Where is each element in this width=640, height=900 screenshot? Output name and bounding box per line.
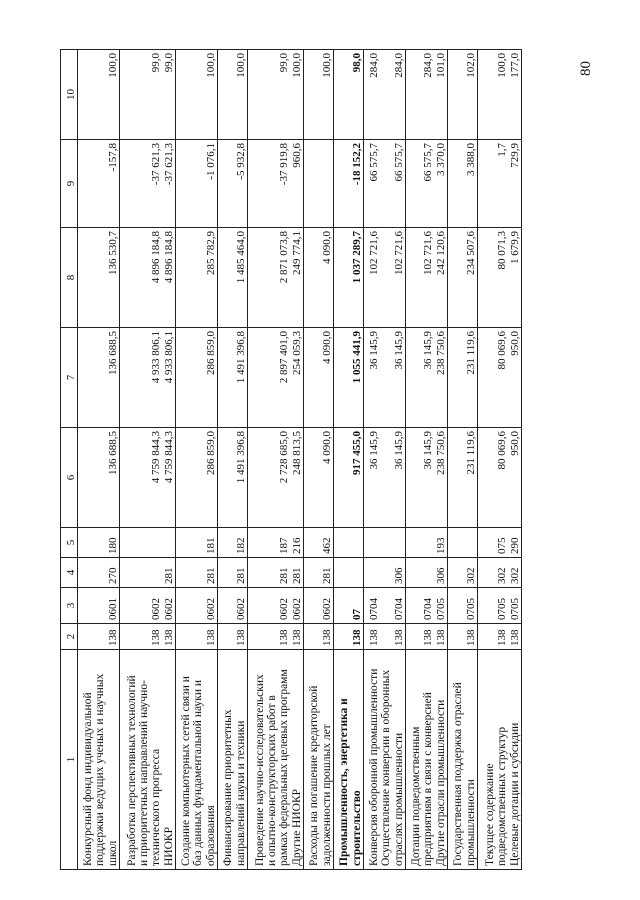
row-name-line: отраслях промышленности [392,732,405,866]
cell-c5: 462 [304,528,334,558]
cell-c2: 138 138 [406,624,448,650]
cell-c9: 66 575,7 66 575,7 [364,140,406,228]
row-name-line: и приоритетных направлений научно- [138,680,151,866]
cell-c4: 306 [406,558,448,588]
row-name-line: рамках федеральных целевых программ [278,669,291,866]
row-name-line: подведомственных структур [496,726,509,866]
row-name [334,650,364,870]
cell-c10: 100,0 [304,50,334,140]
cell-c6: 1 491 396,8 [218,428,248,528]
cell-c8: 234 507,6 [448,228,478,328]
row-name-line: Другие НИОКР [290,788,303,866]
cell-c7: 36 145,9 36 145,9 [364,328,406,428]
row-name-line: Конкурсный фонд индивидуальной [82,692,95,866]
cell-c7: 4 090,0 [304,328,334,428]
row-name-line: Проведение научно-исследовательских [253,674,266,866]
col-header: 9 [61,140,78,228]
cell-c5 [334,528,364,558]
row-name-line: Другие отрасли промышленности [434,699,447,866]
table-row [478,50,522,870]
cell-c5 [120,528,176,558]
cell-c2: 138 138 [364,624,406,650]
table-row [448,50,478,870]
cell-c6: 36 145,9 36 145,9 [364,428,406,528]
row-name-line: Конверсия оборонной промышленности [368,668,381,866]
cell-c10: 100,0 [218,50,248,140]
cell-c8: 102 721,6 242 120,6 [406,228,448,328]
cell-c10: 98,0 [334,50,364,140]
cell-c4: 306 [364,558,406,588]
cell-c2: 138 [334,624,364,650]
cell-c9: -37 621,3 -37 621,3 [120,140,176,228]
cell-c4: 281 [218,558,248,588]
cell-c3: 0705 0705 [478,588,522,624]
table-row [248,50,304,870]
cell-c6: 4 090,0 [304,428,334,528]
cell-c4: 302 302 [478,558,522,588]
cell-c5 [448,528,478,558]
cell-c3: 0705 [448,588,478,624]
cell-c8: 136 530,7 [78,228,120,328]
row-name [218,650,248,870]
cell-c9: -37 919,8 960,6 [248,140,304,228]
col-header: 7 [61,328,78,428]
row-name-line: предприятиям в связи с конверсией [422,692,435,866]
cell-c8: 285 782,9 [176,228,218,328]
cell-c6: 231 119,6 [448,428,478,528]
cell-c10: 102,0 [448,50,478,140]
table-row [120,50,176,870]
cell-c8: 80 071,3 1 679,9 [478,228,522,328]
row-name [248,650,304,870]
cell-c2: 138 138 [478,624,522,650]
cell-c9: -1 076,1 [176,140,218,228]
cell-c10: 99,0 100,0 [248,50,304,140]
cell-c7: 2 897 401,0 254 059,3 [248,328,304,428]
row-name-line: Текущее содержание [484,763,497,866]
cell-c2: 138 [304,624,334,650]
col-header: 1 [61,650,78,870]
cell-c7: 1 491 396,8 [218,328,248,428]
cell-c8: 1 037 289,7 [334,228,364,328]
cell-c6: 36 145,9 238 750,6 [406,428,448,528]
cell-c4: 281 281 [248,558,304,588]
cell-c5: 180 [78,528,120,558]
table-row [364,50,406,870]
row-name-line: технического прогресса [150,748,163,866]
row-name-line: Создание компьютерных сетей связи и [180,676,193,866]
row-name-line: Финансирование приоритетных [222,709,235,866]
cell-c7: 36 145,9 238 750,6 [406,328,448,428]
row-name-line: поддержки ведущих ученых и научных [94,673,107,866]
row-name-line: школ [106,840,119,866]
row-name-line: образования [204,805,217,866]
cell-c7: 4 933 806,1 4 933 806,1 [120,328,176,428]
col-header: 4 [61,558,78,588]
cell-c9: 66 575,7 3 370,0 [406,140,448,228]
cell-c3: 0704 0705 [406,588,448,624]
row-name-line: промышленности [464,779,477,866]
cell-c3: 07 [334,588,364,624]
cell-c3: 0602 [304,588,334,624]
col-header: 10 [61,50,78,140]
cell-c9: -157,8 [78,140,120,228]
cell-c10: 100,0 [176,50,218,140]
table-row [406,50,448,870]
cell-c3: 0602 0602 [120,588,176,624]
cell-c9: 1,7 729,9 [478,140,522,228]
cell-c7: 1 055 441,9 [334,328,364,428]
row-name [176,650,218,870]
row-name-line: баз данных фундаментальной науки и [192,679,205,866]
cell-c4: 281 [176,558,218,588]
cell-c6: 917 455,0 [334,428,364,528]
cell-c10: 99,0 99,0 [120,50,176,140]
header-row [61,50,78,870]
cell-c4 [334,558,364,588]
cell-c6: 286 859,0 [176,428,218,528]
row-name-line: задолженности прошлых лет [320,724,333,866]
cell-c6: 80 069,6 950,0 [478,428,522,528]
cell-c2: 138 138 [120,624,176,650]
row-name [304,650,334,870]
cell-c9 [304,140,334,228]
cell-c2: 138 138 [248,624,304,650]
cell-c4: 281 [304,558,334,588]
cell-c10: 100,0 177,0 [478,50,522,140]
table-row [334,50,364,870]
row-name-line: строительство [350,790,363,866]
cell-c8: 4 090,0 [304,228,334,328]
cell-c5: 075 290 [478,528,522,558]
cell-c2: 138 [448,624,478,650]
cell-c4: 281 [120,558,176,588]
cell-c8: 4 896 184,8 4 896 184,8 [120,228,176,328]
cell-c3: 0704 0704 [364,588,406,624]
cell-c7: 231 119,6 [448,328,478,428]
cell-c9: -18 152,2 [334,140,364,228]
table-row [304,50,334,870]
table-body [78,50,522,870]
cell-c7: 286 859,0 [176,328,218,428]
row-name-line: направлений науки и техники [234,720,247,866]
cell-c3: 0602 [176,588,218,624]
cell-c10: 284,0 284,0 [364,50,406,140]
col-header: 2 [61,624,78,650]
cell-c2: 138 [78,624,120,650]
cell-c3: 0601 [78,588,120,624]
budget-table [60,49,522,870]
row-name-line: Промышленность, энергетика и [338,698,351,866]
row-name [78,650,120,870]
cell-c8: 2 871 073,8 249 774,1 [248,228,304,328]
cell-c6: 136 688,5 [78,428,120,528]
row-name-line: Целевые дотации и субсидии [508,722,521,866]
row-name-line: Дотации подведомственным [410,726,423,866]
cell-c5: 193 [406,528,448,558]
row-name [406,650,448,870]
row-name-line: НИОКР [162,827,175,866]
cell-c5: 181 [176,528,218,558]
cell-c7: 80 069,6 950,0 [478,328,522,428]
cell-c7: 136 688,5 [78,328,120,428]
col-header: 5 [61,528,78,558]
col-header: 8 [61,228,78,328]
row-name [364,650,406,870]
cell-c10: 284,0 101,0 [406,50,448,140]
col-header: 3 [61,588,78,624]
row-name-line: Государственная поддержка отраслей [452,682,465,866]
table-row [78,50,120,870]
rotated-table-container [60,50,590,870]
cell-c10: 100,0 [78,50,120,140]
cell-c9: 3 388,0 [448,140,478,228]
cell-c4: 302 [448,558,478,588]
cell-c5: 187 216 [248,528,304,558]
row-name-line: Разработка перспективных технологий [125,675,138,866]
row-name [478,650,522,870]
cell-c5 [364,528,406,558]
page-number: 80 [578,61,594,76]
cell-c3: 0602 0602 [248,588,304,624]
cell-c9: -5 932,8 [218,140,248,228]
cell-c6: 4 759 844,3 4 759 844,3 [120,428,176,528]
cell-c2: 138 [218,624,248,650]
row-name [448,650,478,870]
cell-c8: 1 485 464,0 [218,228,248,328]
cell-c8: 102 721,6 102 721,6 [364,228,406,328]
col-header: 6 [61,428,78,528]
table-row [176,50,218,870]
cell-c3: 0602 [218,588,248,624]
cell-c4: 270 [78,558,120,588]
row-name-line: Расходы на погашение кредиторской [308,685,321,866]
cell-c5: 182 [218,528,248,558]
row-name [120,650,176,870]
row-name-line: Осуществление конверсии в оборонных [380,669,393,866]
cell-c2: 138 [176,624,218,650]
table-row [218,50,248,870]
cell-c6: 2 728 685,0 248 813,5 [248,428,304,528]
row-name-line: и опытно-конструкторских работ в [266,695,279,866]
